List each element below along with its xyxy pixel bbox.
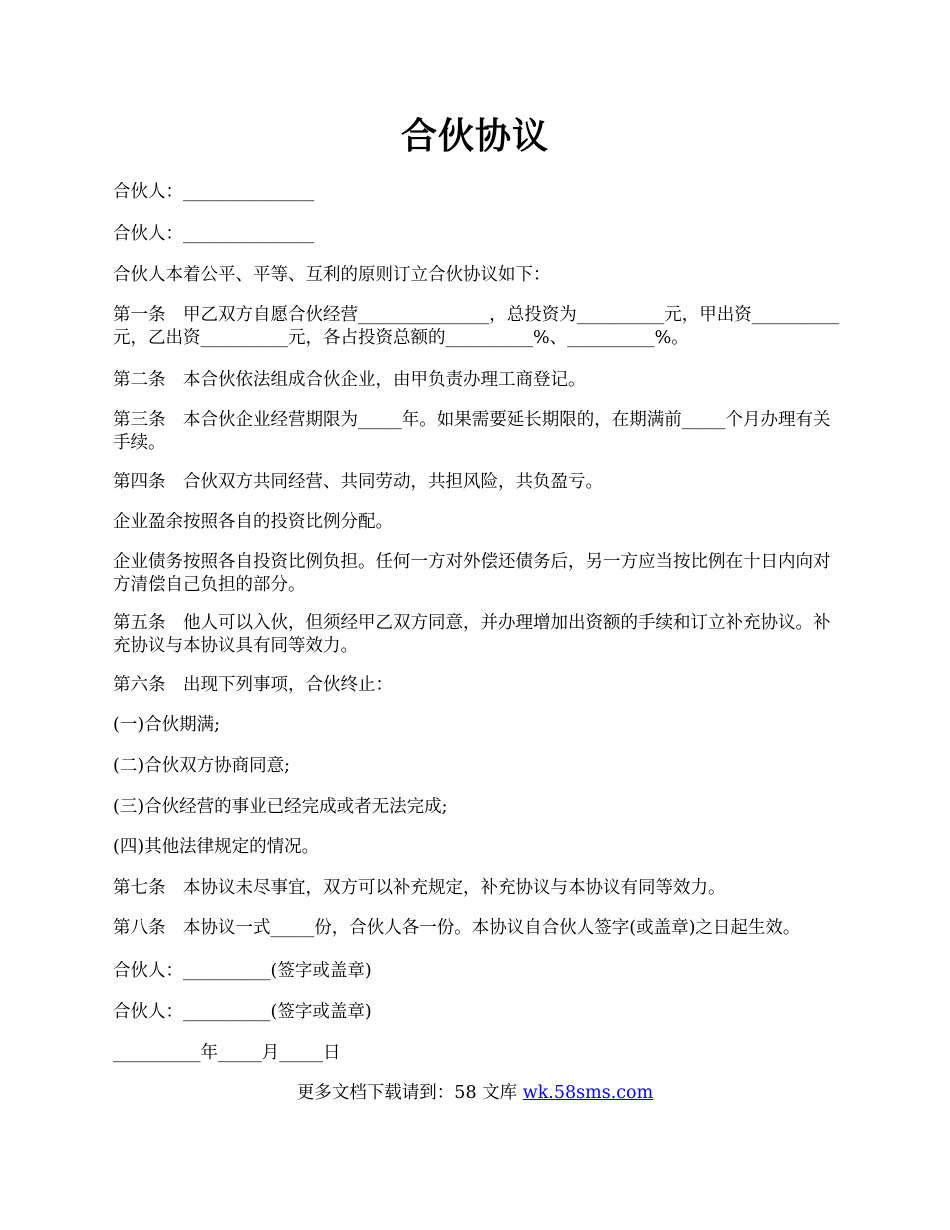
termination-item-4: (四)其他法律规定的情况。 <box>113 837 320 857</box>
article-6: 第六条 出现下列事项，合伙终止： <box>113 675 393 695</box>
article-7: 第七条 本协议未尽事宜，双方可以补充规定，补充协议与本协议有同等效力。 <box>113 878 726 898</box>
termination-item-3: (三)合伙经营的事业已经完成或者无法完成; <box>113 797 448 817</box>
termination-item-1: (一)合伙期满; <box>113 715 221 735</box>
partner-line-1: 合伙人：_______________ <box>113 182 315 202</box>
preamble: 合伙人本着公平、平等、互利的原则订立合伙协议如下： <box>113 265 551 285</box>
article-5: 第五条 他人可以入伙，但须经甲乙双方同意，并办理增加出资额的手续和订立补充协议。补充协议与本协议具有同等效力。 <box>113 613 831 656</box>
article-8: 第八条 本协议一式_____份，合伙人各一份。本协议自合伙人签字(或盖章)之日起生效。 <box>113 918 801 938</box>
profit-distribution: 企业盈余按照各自的投资比例分配。 <box>113 512 393 532</box>
footer-link[interactable]: wk.58sms.com <box>522 1083 654 1103</box>
footer-text: 更多文档下载请到：58 文库 <box>296 1083 523 1103</box>
footer <box>0 1082 950 1105</box>
date-line: __________年_____月_____日 <box>113 1043 341 1063</box>
signature-line-1: 合伙人：__________(签字或盖章) <box>113 961 372 981</box>
signature-line-2: 合伙人：__________(签字或盖章) <box>113 1002 372 1022</box>
partner-line-2: 合伙人：_______________ <box>113 224 315 244</box>
article-1: 第一条 甲乙双方自愿合伙经营_______________，总投资为__________元，甲出资__________元，乙出资__________元，各占投资总额的__________%、__________%。 <box>113 305 840 348</box>
termination-item-2: (二)合伙双方协商同意; <box>113 756 291 776</box>
document-title: 合伙协议 <box>400 115 549 157</box>
debt-clause: 企业债务按照各自投资比例负担。任何一方对外偿还债务后，另一方应当按比例在十日内向对方清偿自己负担的部分。 <box>113 552 831 595</box>
article-3: 第三条 本合伙企业经营期限为_____年。如果需要延长期限的，在期满前_____个月办理有关手续。 <box>113 410 831 453</box>
article-2: 第二条 本合伙依法组成合伙企业，由甲负责办理工商登记。 <box>113 370 586 390</box>
article-4: 第四条 合伙双方共同经营、共同劳动，共担风险，共负盈亏。 <box>113 472 603 492</box>
